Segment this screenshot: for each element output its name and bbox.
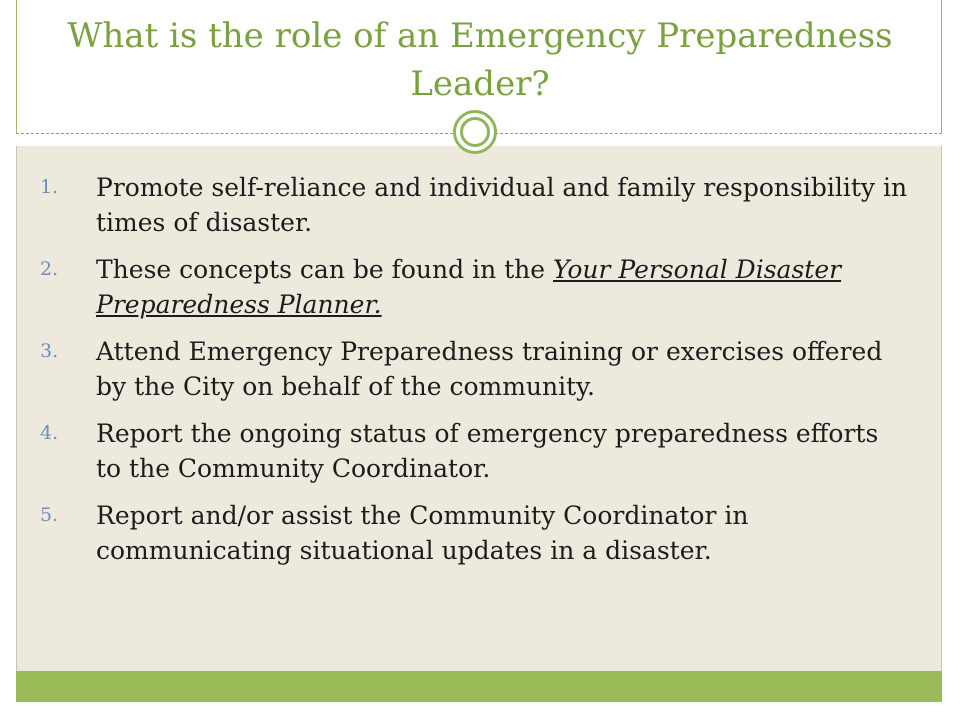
item-text	[96, 252, 910, 322]
footer-bar	[16, 671, 942, 702]
item-number: 2.	[40, 258, 59, 280]
role-list	[40, 170, 910, 580]
item-text-lead: These concepts can be found in the	[96, 255, 554, 284]
circle-ornament-icon	[453, 110, 497, 154]
item-text: Report the ongoing status of emergency preparedness efforts to the Community Coordinator.	[96, 419, 879, 483]
slide-title: What is the role of an Emergency Preparedness Leader?	[67, 16, 893, 104]
item-number: 5.	[40, 504, 59, 526]
item-number: 3.	[40, 340, 59, 362]
list-item	[40, 334, 910, 404]
item-text: Attend Emergency Preparedness training or exercises offered by the City on behalf of the community.	[96, 337, 883, 401]
list-item	[40, 252, 910, 322]
planner-title: Your Personal Disaster Preparedness Planner.	[96, 255, 842, 319]
item-number: 1.	[40, 176, 59, 198]
item-text: Report and/or assist the Community Coordinator in communicating situational updates in a disaster.	[96, 501, 749, 565]
list-item	[40, 416, 910, 486]
list-item	[40, 498, 910, 568]
item-text: Promote self-reliance and individual and family responsibility in times of disaster.	[96, 173, 908, 237]
item-number: 4.	[40, 422, 59, 444]
list-item	[40, 170, 910, 240]
